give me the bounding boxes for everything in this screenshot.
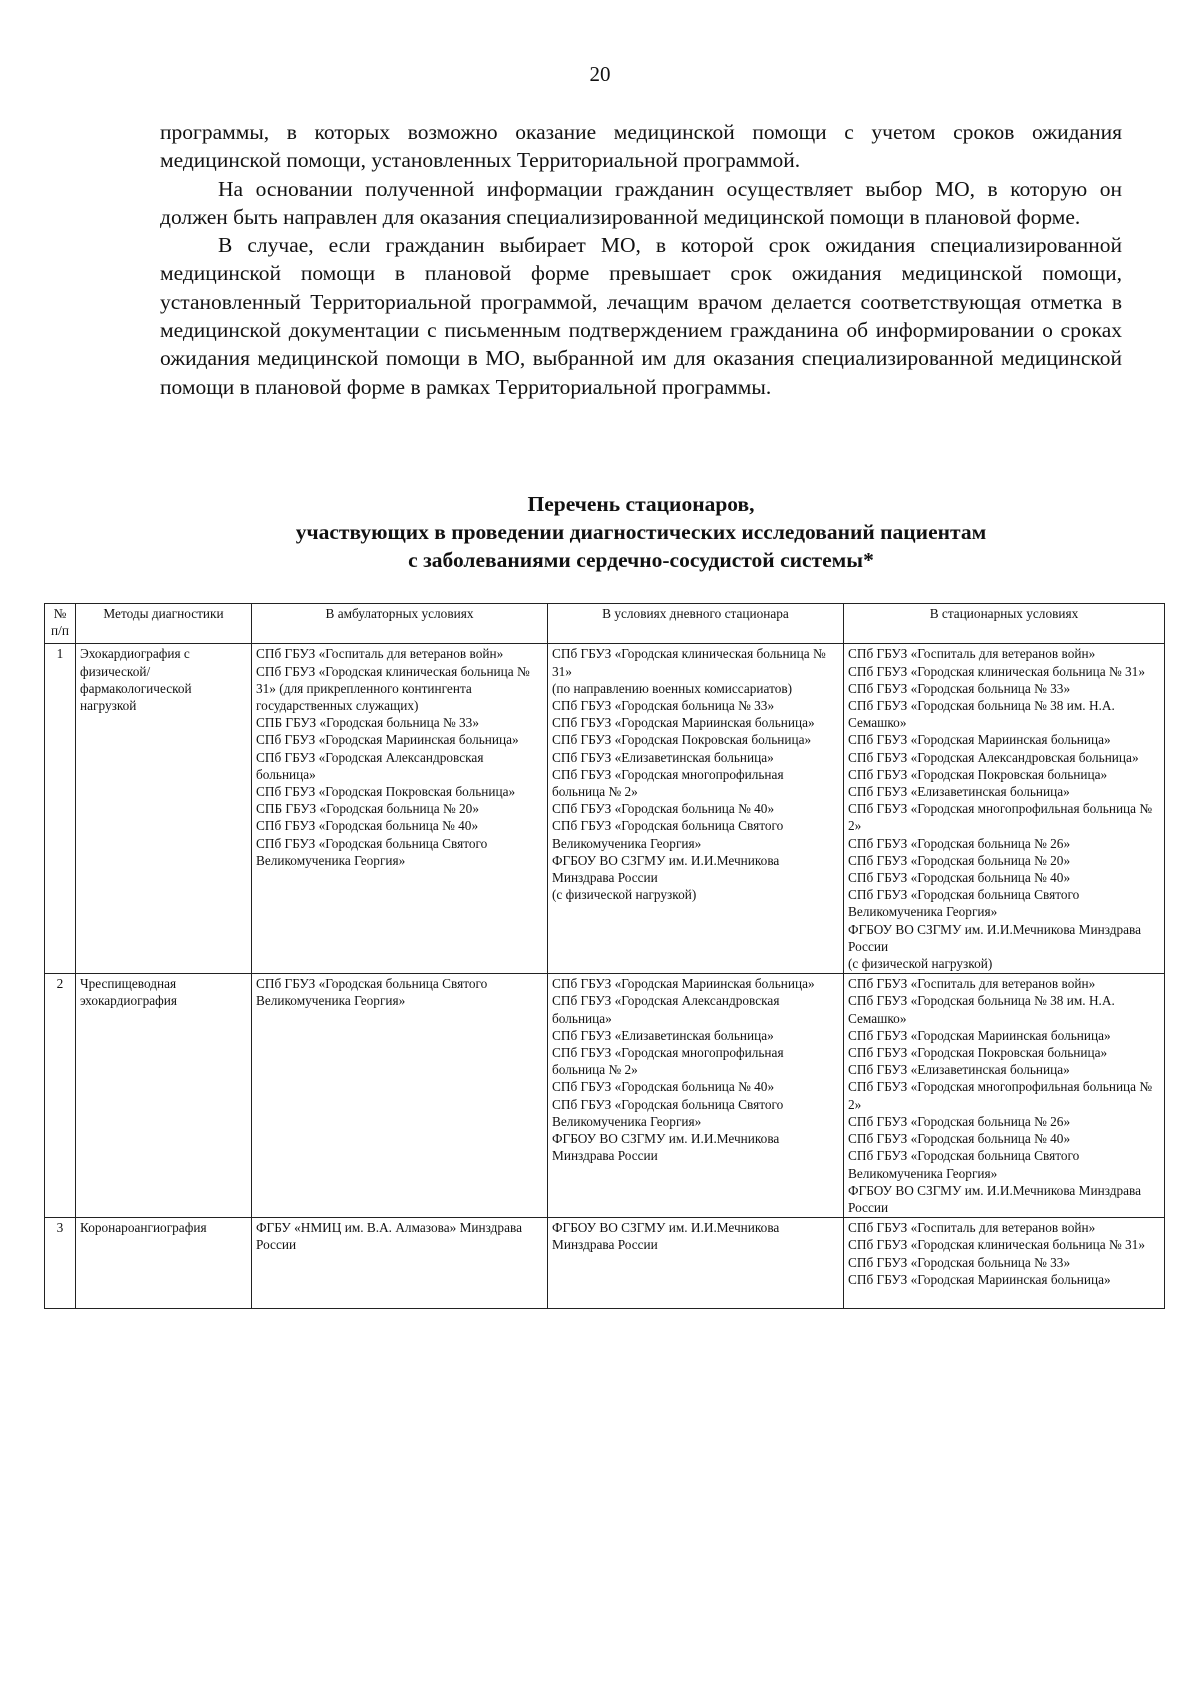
hospital-entry: СПб ГБУЗ «Городская больница № 20»	[848, 852, 1071, 868]
cell-day-hospital	[548, 644, 844, 974]
diagnostic-method: Коронароангиография	[76, 1218, 252, 1309]
hospital-entry: СПб ГБУЗ «Городская Александровская больница»	[552, 993, 780, 1026]
hospital-entry: СПб ГБУЗ «Городская Покровская больница»	[848, 1045, 1108, 1061]
hospital-entry: СПб ГБУЗ «Городская больница Святого Великомученика Георгия»	[552, 1096, 784, 1129]
hospital-entry: ФГБОУ ВО СЗГМУ им. И.И.Мечникова Минздрава России	[552, 1220, 780, 1253]
hospital-entry: ФГБОУ ВО СЗГМУ им. И.И.Мечникова Минздрава России	[848, 921, 1142, 954]
hospital-entry: ФГБОУ ВО СЗГМУ им. И.И.Мечникова Минздрава России	[552, 852, 780, 886]
hospital-entry: СПб ГБУЗ «Городская больница № 33»	[848, 1254, 1071, 1270]
cell-outpatient	[252, 974, 548, 1218]
hospital-entry: СПб ГБУЗ «Городская больница № 40»	[256, 818, 479, 834]
table-heading	[160, 490, 1122, 574]
paragraph: В случае, если гражданин выбирает МО, в которой срок ожидания специализированной медицинской помощи в плановой форме превышает срок ожидания медицинской помощи, установленный Территориальной программой, лечащим врачом делается соответствующая отметка в медицинской документации с письменным подтверждением гражданина об информировании о сроках ожидания медицинской помощи в МО, выбранной им для оказания специализированной медицинской помощи в плановой форме в рамках Территориальной программы.	[160, 233, 1122, 399]
hospital-entry: ФГБОУ ВО СЗГМУ им. И.И.Мечникова Минздрава России	[848, 1182, 1142, 1215]
hospital-entry: СПб ГБУЗ «Городская клиническая больница № 31» (для прикрепленного контингента государственных служащих)	[256, 663, 530, 714]
table-row	[45, 974, 1165, 1218]
cell-inpatient	[844, 1218, 1165, 1309]
hospital-entry: СПб ГБУЗ «Городская больница Святого Великомученика Георгия»	[552, 818, 784, 851]
hospital-entry: СПб ГБУЗ «Городская клиническая больница № 31»	[848, 663, 1145, 679]
header-outpatient: В амбулаторных условиях	[252, 604, 548, 644]
hospital-entry: ФГБОУ ВО СЗГМУ им. И.И.Мечникова Минздрава России	[552, 1131, 780, 1164]
row-number: 2	[45, 974, 76, 1218]
header-method: Методы диагностики	[76, 604, 252, 644]
hospital-entry: СПб ГБУЗ «Городская Мариинская больница»	[848, 732, 1111, 748]
body-text	[160, 118, 1122, 401]
table-header-row	[45, 604, 1165, 644]
hospital-entry: СПб ГБУЗ «Городская больница № 38 им. Н.А. Семашко»	[848, 993, 1115, 1026]
hospital-entry: СПб ГБУЗ «Елизаветинская больница»	[848, 784, 1070, 800]
hospital-entry: СПб ГБУЗ «Городская клиническая больница № 31»	[552, 646, 826, 679]
hospital-entry: СПб ГБУЗ «Городская Мариинская больница»	[256, 732, 519, 748]
hospital-entry: СПб ГБУЗ «Городская больница № 40»	[848, 1131, 1071, 1147]
hospital-entry: СПб ГБУЗ «Городская больница № 26»	[848, 1113, 1071, 1129]
hospital-entry: СПб ГБУЗ «Городская больница № 40»	[552, 801, 775, 817]
hospital-entry: СПб ГБУЗ «Городская больница Святого Великомученика Георгия»	[848, 1148, 1080, 1181]
cell-outpatient	[252, 1218, 548, 1309]
hospital-entry: СПб ГБУЗ «Елизаветинская больница»	[552, 1027, 774, 1043]
cell-inpatient	[844, 974, 1165, 1218]
hospital-entry: СПб ГБУЗ «Городская Покровская больница»	[256, 784, 516, 800]
cell-outpatient	[252, 644, 548, 974]
table-row	[45, 1218, 1165, 1309]
hospital-entry: СПб ГБУЗ «Госпиталь для ветеранов войн»	[848, 976, 1096, 992]
hospital-entry: СПб ГБУЗ «Городская больница Святого Великомученика Георгия»	[256, 835, 488, 868]
hospital-entry: СПб ГБУЗ «Городская Покровская больница»	[552, 732, 812, 748]
cell-inpatient	[844, 644, 1165, 974]
hospital-entry: СПб ГБУЗ «Городская Мариинская больница»	[848, 1027, 1111, 1043]
header-inpatient: В стационарных условиях	[844, 604, 1165, 644]
cell-day-hospital	[548, 974, 844, 1218]
hospital-entry: СПб ГБУЗ «Городская клиническая больница № 31»	[848, 1237, 1145, 1253]
table-row	[45, 644, 1165, 974]
hospital-entry: СПб ГБУЗ «Госпиталь для ветеранов войн»	[848, 1220, 1096, 1236]
heading-line: Перечень стационаров,	[527, 492, 755, 516]
hospital-entry: СПб ГБУЗ «Госпиталь для ветеранов войн»	[848, 646, 1096, 662]
hospital-entry: СПб ГБУЗ «Городская Мариинская больница»	[552, 715, 815, 731]
heading-line: участвующих в проведении диагностических исследований пациентам	[295, 520, 987, 544]
row-number: 3	[45, 1218, 76, 1309]
heading-line: с заболеваниями сердечно-сосудистой системы*	[408, 548, 874, 572]
page-number: 20	[589, 62, 611, 86]
hospital-entry: СПб ГБУЗ «Городская Мариинская больница»	[848, 1271, 1111, 1287]
header-num: № п/п	[45, 604, 76, 644]
hospital-entry: СПб ГБУЗ «Городская больница № 38 им. Н.А. Семашко»	[848, 698, 1115, 731]
hospital-entry: (по направлению военных комиссариатов)	[552, 680, 793, 696]
hospital-entry: СПб ГБУЗ «Городская больница № 33»	[552, 698, 775, 714]
hospital-entry: СПб ГБУЗ «Городская многопрофильная больница № 2»	[848, 801, 1153, 834]
hospital-entry: СПб ГБУЗ «Городская больница № 40»	[848, 870, 1071, 886]
hospital-entry: СПб ГБУЗ «Городская Покровская больница»	[848, 766, 1108, 782]
hospital-entry: СПб ГБУЗ «Городская Мариинская больница»	[552, 976, 815, 992]
hospital-entry: СПб ГБУЗ «Елизаветинская больница»	[848, 1062, 1070, 1078]
hospital-entry: СПБ ГБУЗ «Городская больница № 33»	[256, 715, 479, 731]
paragraph: программы, в которых возможно оказание медицинской помощи с учетом сроков ожидания медицинской помощи, установленных Территориальной программой.	[160, 120, 1122, 173]
diagnostic-method: Эхокардиография с физической/ фармакологической нагрузкой	[76, 644, 252, 974]
paragraph: На основании полученной информации гражданин осуществляет выбор МО, в которую он должен быть направлен для оказания специализированной медицинской помощи в плановой форме.	[160, 176, 1122, 229]
hospital-entry: СПб ГБУЗ «Городская больница Святого Великомученика Георгия»	[256, 976, 488, 1009]
hospital-entry: СПб ГБУЗ «Городская больница № 33»	[848, 680, 1071, 696]
row-number: 1	[45, 644, 76, 974]
hospital-entry: (с физической нагрузкой)	[552, 887, 697, 903]
hospital-entry: СПб ГБУЗ «Городская больница № 40»	[552, 1079, 775, 1095]
hospital-entry: СПб ГБУЗ «Елизаветинская больница»	[552, 749, 774, 765]
hospital-entry: СПБ ГБУЗ «Городская больница № 20»	[256, 801, 479, 817]
diagnostic-method: Чреспищеводная эхокардиография	[76, 974, 252, 1218]
hospital-entry: СПб ГБУЗ «Городская больница № 26»	[848, 835, 1071, 851]
hospital-entry: СПб ГБУЗ «Городская Александровская больница»	[256, 749, 484, 782]
hospital-entry: СПб ГБУЗ «Госпиталь для ветеранов войн»	[256, 646, 504, 662]
hospital-entry: (с физической нагрузкой)	[848, 956, 993, 972]
hospital-entry: СПб ГБУЗ «Городская Александровская больница»	[848, 749, 1139, 765]
hospital-entry: ФГБУ «НМИЦ им. В.А. Алмазова» Минздрава России	[256, 1220, 522, 1253]
hospital-entry: СПб ГБУЗ «Городская многопрофильная больница № 2»	[552, 1045, 784, 1078]
hospital-entry: СПб ГБУЗ «Городская многопрофильная больница № 2»	[848, 1079, 1153, 1112]
header-day-hospital: В условиях дневного стационара	[548, 604, 844, 644]
hospital-entry: СПб ГБУЗ «Городская больница Святого Великомученика Георгия»	[848, 887, 1080, 920]
cell-day-hospital	[548, 1218, 844, 1309]
hospitals-table	[44, 603, 1165, 1309]
hospital-entry: СПб ГБУЗ «Городская многопрофильная больница № 2»	[552, 766, 784, 800]
